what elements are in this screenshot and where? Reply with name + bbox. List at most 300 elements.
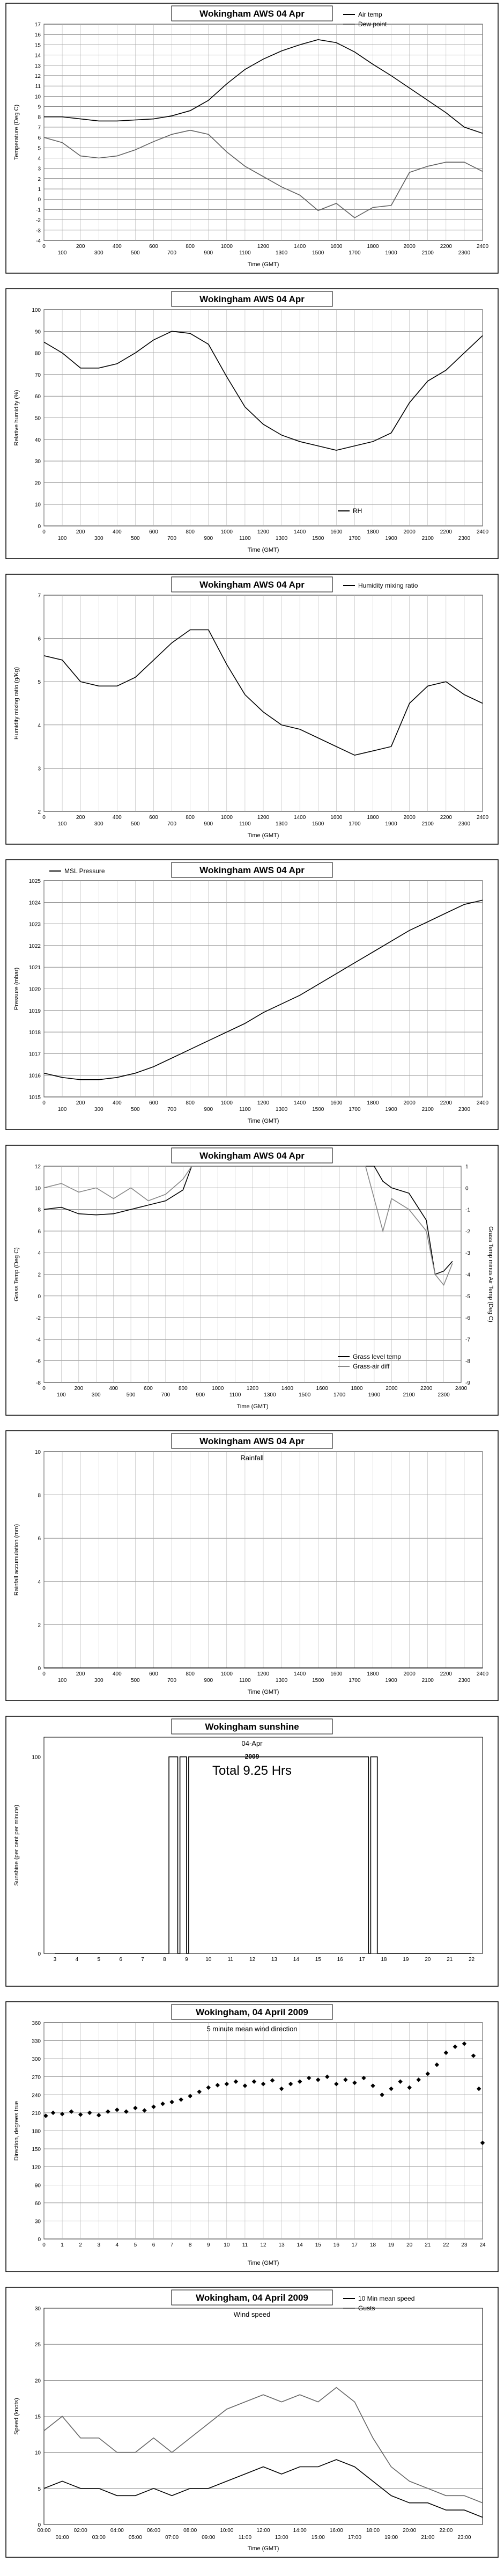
x-axis-label: Time (GMT): [247, 261, 279, 268]
x-tick-label: 600: [149, 244, 158, 250]
y-tick-label: 14: [34, 53, 41, 59]
x-tick-label: 1800: [351, 1386, 363, 1392]
chart-mixing-ratio-svg: [5, 574, 499, 845]
chart-wind-direction: [5, 2001, 499, 2272]
x-tick-label: 1600: [330, 244, 343, 250]
x-tick-label: 1400: [294, 815, 306, 821]
x-tick-label: 600: [149, 815, 158, 821]
x-tick-label: 1200: [257, 529, 270, 535]
x-tick-label: 16: [333, 2242, 339, 2248]
x-tick-label: 1900: [385, 250, 397, 256]
x-tick-label: 9: [206, 2242, 210, 2248]
x-tick-label: 2200: [440, 1671, 452, 1677]
y2-tick-label: 0: [465, 1185, 469, 1192]
y-tick-label: 50: [34, 415, 41, 422]
x-tick-label: 21: [447, 1957, 453, 1963]
chart-title: Wokingham, 04 April 2009: [196, 2293, 308, 2303]
x-tick-label: 1000: [220, 244, 233, 250]
x-tick-label: 15: [315, 2242, 321, 2248]
x-tick-label: 22: [468, 1957, 475, 1963]
x-tick-label: 1400: [294, 1100, 306, 1106]
x-tick-label: 400: [112, 1100, 122, 1106]
x-tick-label: 07:00: [165, 2535, 179, 2541]
y-tick-label: 4: [38, 156, 41, 162]
y-tick-label: 180: [32, 2128, 41, 2135]
x-tick-label: 9: [185, 1957, 188, 1963]
x-tick-label: 17: [351, 2242, 358, 2248]
chart-mixing-ratio: [5, 574, 499, 845]
x-tick-label: 900: [204, 250, 213, 256]
y2-tick-label: -1: [465, 1207, 470, 1213]
y2-tick-label: -7: [465, 1337, 470, 1343]
x-tick-label: 700: [167, 1678, 176, 1684]
x-tick-label: 700: [167, 250, 176, 256]
y-tick-label: 17: [34, 22, 41, 28]
y-tick-label: 30: [34, 2306, 41, 2312]
x-tick-label: 1300: [275, 1107, 288, 1113]
y-axis-label: Grass Temp (Deg C): [13, 1247, 20, 1301]
x-tick-label: 1500: [312, 1678, 324, 1684]
x-tick-label: 0: [42, 815, 46, 821]
y-tick-label: -3: [36, 228, 41, 234]
x-tick-label: 1000: [220, 1100, 233, 1106]
x-tick-label: 1300: [264, 1392, 276, 1398]
y-tick-label: 30: [34, 459, 41, 465]
x-tick-label: 100: [57, 1392, 66, 1398]
y-tick-label: 13: [34, 63, 41, 69]
y-tick-label: -4: [36, 1337, 41, 1343]
x-tick-label: 1000: [220, 529, 233, 535]
y-tick-label: 1: [38, 187, 41, 193]
legend-label: Gusts: [358, 2304, 375, 2312]
x-tick-label: 6: [152, 2242, 155, 2248]
x-tick-label: 600: [149, 1100, 158, 1106]
x-tick-label: 2400: [455, 1386, 468, 1392]
x-tick-label: 10:00: [220, 2528, 234, 2534]
x-tick-label: 1100: [239, 250, 251, 256]
y-tick-label: 2: [38, 1272, 41, 1278]
x-tick-label: 01:00: [55, 2535, 69, 2541]
y-tick-label: 60: [34, 394, 41, 400]
x-tick-label: 1200: [257, 1100, 270, 1106]
x-tick-label: 2200: [440, 529, 452, 535]
x-tick-label: 19: [403, 1957, 409, 1963]
y-tick-label: 30: [34, 2219, 41, 2225]
x-tick-label: 23: [461, 2242, 468, 2248]
x-tick-label: 1000: [220, 1671, 233, 1677]
y-tick-label: 10: [34, 502, 41, 508]
y-tick-label: 3: [38, 766, 41, 772]
x-tick-label: 400: [109, 1386, 118, 1392]
y-tick-label: 1021: [28, 965, 41, 971]
y-axis-label: Speed (knots): [13, 2398, 20, 2435]
chart-rainfall: [5, 1430, 499, 1701]
y-tick-label: 0: [38, 1293, 41, 1300]
x-tick-label: 1600: [330, 529, 343, 535]
x-tick-label: 7: [170, 2242, 174, 2248]
legend-label: Grass-air diff: [353, 1363, 390, 1370]
y-axis-label: Sunshine (per cent per minute): [13, 1804, 20, 1886]
chart-wind-direction-svg: [5, 2001, 499, 2272]
chart-sunshine-svg: [5, 1716, 499, 1987]
legend-label: Air temp: [358, 11, 382, 18]
legend-label: 10 Min mean speed: [358, 2295, 415, 2302]
y-tick-label: 6: [38, 1228, 41, 1235]
x-tick-label: 12: [260, 2242, 266, 2248]
x-tick-label: 300: [94, 1678, 103, 1684]
chart-wind-speed: [5, 2287, 499, 2558]
x-tick-label: 2400: [476, 815, 489, 821]
x-tick-label: 09:00: [202, 2535, 216, 2541]
x-tick-label: 5: [134, 2242, 137, 2248]
x-tick-label: 1100: [239, 536, 251, 541]
y-tick-label: -1: [36, 207, 41, 214]
x-tick-label: 200: [76, 1671, 85, 1677]
x-tick-label: 16:00: [329, 2528, 343, 2534]
x-tick-label: 2300: [458, 821, 471, 827]
x-tick-label: 2200: [420, 1386, 433, 1392]
y-tick-label: 7: [38, 593, 41, 599]
x-tick-label: 04:00: [110, 2528, 124, 2534]
chart-subtitle: Rainfall: [240, 1454, 264, 1462]
x-tick-label: 2100: [421, 1678, 434, 1684]
y-tick-label: 1024: [28, 900, 41, 906]
y-tick-label: 0: [38, 2522, 41, 2528]
x-tick-label: 2100: [403, 1392, 415, 1398]
chart-rainfall-svg: [5, 1430, 499, 1701]
x-tick-label: 18: [369, 2242, 376, 2248]
x-tick-label: 1300: [275, 821, 288, 827]
x-tick-label: 20: [406, 2242, 413, 2248]
y-tick-label: 10: [34, 1185, 41, 1192]
x-tick-label: 1800: [367, 529, 379, 535]
x-tick-label: 100: [57, 536, 67, 541]
x-tick-label: 14: [293, 1957, 299, 1963]
y-tick-label: 0: [38, 2237, 41, 2243]
x-tick-label: 1300: [275, 1678, 288, 1684]
x-tick-label: 700: [167, 821, 176, 827]
x-tick-label: 600: [149, 529, 158, 535]
legend-label: Dew point: [358, 20, 387, 28]
legend-label: Humidity mixing ratio: [358, 582, 418, 589]
x-tick-label: 900: [204, 821, 213, 827]
y2-tick-label: 1: [465, 1164, 469, 1170]
y-tick-label: 100: [32, 1754, 41, 1761]
y-tick-label: 100: [32, 308, 41, 313]
x-tick-label: 800: [178, 1386, 188, 1392]
y-tick-label: 90: [34, 329, 41, 335]
y-tick-label: 0: [38, 1666, 41, 1672]
y-tick-label: 8: [38, 114, 41, 121]
y2-tick-label: -3: [465, 1250, 470, 1257]
x-tick-label: 100: [57, 821, 67, 827]
x-tick-label: 100: [57, 1678, 67, 1684]
x-tick-label: 1200: [257, 815, 270, 821]
x-tick-label: 300: [94, 250, 103, 256]
x-tick-label: 2000: [403, 815, 416, 821]
x-tick-label: 300: [94, 821, 103, 827]
chart-wind-speed-svg: [5, 2287, 499, 2558]
x-tick-label: 15:00: [311, 2535, 325, 2541]
y-tick-label: 2: [38, 809, 41, 815]
x-tick-label: 600: [144, 1386, 153, 1392]
y-tick-label: 5: [38, 2486, 41, 2492]
x-tick-label: 6: [119, 1957, 122, 1963]
x-tick-label: 13: [278, 2242, 285, 2248]
x-tick-label: 1300: [275, 536, 288, 541]
y-tick-label: -2: [36, 217, 41, 224]
x-tick-label: 06:00: [146, 2528, 161, 2534]
x-tick-label: 2000: [403, 244, 416, 250]
y-axis-label: Pressure (mbar): [13, 967, 20, 1011]
y-tick-label: -4: [36, 238, 41, 244]
x-tick-label: 00:00: [37, 2528, 51, 2534]
x-tick-label: 1900: [385, 536, 397, 541]
y-tick-label: 0: [38, 1951, 41, 1957]
x-tick-label: 700: [167, 536, 176, 541]
x-tick-label: 1500: [299, 1392, 311, 1398]
y-tick-label: 1022: [28, 943, 41, 949]
x-axis-label: Time (GMT): [236, 1403, 269, 1410]
x-tick-label: 16: [337, 1957, 343, 1963]
x-tick-label: 200: [76, 815, 85, 821]
x-tick-label: 11: [227, 1957, 233, 1963]
chart-relative-humidity: [5, 288, 499, 559]
x-tick-label: 2400: [476, 1671, 489, 1677]
x-tick-label: 2200: [440, 244, 452, 250]
x-tick-label: 900: [204, 536, 213, 541]
x-tick-label: 1900: [385, 1678, 397, 1684]
chart-year: 2009: [244, 1753, 260, 1760]
y-tick-label: 40: [34, 437, 41, 443]
x-tick-label: 23:00: [457, 2535, 471, 2541]
x-tick-label: 11: [242, 2242, 248, 2248]
x-tick-label: 1600: [330, 1671, 343, 1677]
x-tick-label: 1400: [294, 529, 306, 535]
y-tick-label: 10: [34, 94, 41, 100]
x-tick-label: 1900: [368, 1392, 381, 1398]
y-tick-label: 2: [38, 176, 41, 182]
x-tick-label: 1500: [312, 1107, 324, 1113]
x-axis-label: Time (GMT): [247, 2545, 279, 2552]
x-tick-label: 500: [131, 250, 140, 256]
x-tick-label: 1: [61, 2242, 64, 2248]
chart-title: Wokingham AWS 04 Apr: [199, 580, 305, 590]
x-tick-label: 19:00: [384, 2535, 398, 2541]
x-tick-label: 11:00: [238, 2535, 252, 2541]
x-tick-label: 03:00: [92, 2535, 106, 2541]
y-tick-label: 16: [34, 32, 41, 39]
x-tick-label: 7: [141, 1957, 144, 1963]
y-tick-label: 6: [38, 1536, 41, 1542]
x-tick-label: 1700: [349, 536, 361, 541]
chart-title: Wokingham sunshine: [205, 1722, 299, 1732]
y-tick-label: 10: [34, 1450, 41, 1455]
x-tick-label: 10: [224, 2242, 230, 2248]
x-tick-label: 22: [443, 2242, 449, 2248]
x-tick-label: 1400: [294, 244, 306, 250]
y2-tick-label: -5: [465, 1293, 470, 1300]
x-tick-label: 600: [149, 1671, 158, 1677]
x-tick-label: 1700: [349, 1678, 361, 1684]
y-tick-label: 11: [35, 84, 41, 90]
y-tick-label: 300: [32, 2057, 41, 2063]
y-tick-label: 0: [38, 524, 41, 530]
y-tick-label: 12: [34, 73, 41, 79]
y-tick-label: -6: [36, 1358, 41, 1365]
x-tick-label: 2100: [421, 250, 434, 256]
y-tick-label: 240: [32, 2092, 41, 2099]
y2-tick-label: -2: [465, 1228, 470, 1235]
x-tick-label: 2100: [421, 1107, 434, 1113]
x-tick-label: 1000: [220, 815, 233, 821]
y-tick-label: 150: [32, 2147, 41, 2153]
chart-subtitle: 5 minute mean wind direction: [206, 2025, 298, 2033]
y-tick-label: 9: [38, 104, 41, 111]
y-tick-label: 90: [34, 2183, 41, 2189]
x-tick-label: 21: [425, 2242, 431, 2248]
y-tick-label: 60: [34, 2200, 41, 2207]
x-tick-label: 1100: [239, 1107, 251, 1113]
x-tick-label: 1500: [312, 250, 324, 256]
x-tick-label: 100: [57, 1107, 67, 1113]
chart-temperature: [5, 3, 499, 274]
y-tick-label: 1020: [28, 986, 41, 993]
x-tick-label: 19: [388, 2242, 395, 2248]
chart-sunshine: [5, 1716, 499, 1987]
y-tick-label: 4: [38, 1250, 41, 1257]
x-axis-label: Time (GMT): [247, 1118, 279, 1124]
x-tick-label: 800: [186, 815, 195, 821]
y2-tick-label: -8: [465, 1358, 470, 1365]
x-tick-label: 700: [161, 1392, 171, 1398]
x-tick-label: 12:00: [256, 2528, 270, 2534]
chart-grass-temp: [5, 1145, 499, 1416]
x-tick-label: 1200: [257, 244, 270, 250]
y-tick-label: 330: [32, 2038, 41, 2045]
legend-label: Grass level temp: [353, 1353, 402, 1360]
y-tick-label: 80: [34, 350, 41, 357]
x-tick-label: 400: [112, 1671, 122, 1677]
x-tick-label: 20: [425, 1957, 431, 1963]
x-tick-label: 1200: [246, 1386, 259, 1392]
x-tick-label: 13:00: [275, 2535, 288, 2541]
x-tick-label: 700: [167, 1107, 176, 1113]
x-tick-label: 400: [112, 529, 122, 535]
y-tick-label: 1018: [28, 1030, 41, 1036]
chart-title: Wokingham, 04 April 2009: [196, 2007, 308, 2017]
y-tick-label: 1025: [28, 879, 41, 884]
chart-relative-humidity-svg: [5, 288, 499, 559]
x-tick-label: 800: [186, 1100, 195, 1106]
x-tick-label: 1700: [349, 1107, 361, 1113]
x-axis-label: Time (GMT): [247, 1689, 279, 1695]
chart-pressure: [5, 859, 499, 1130]
x-tick-label: 2400: [476, 244, 489, 250]
y-tick-label: 6: [38, 135, 41, 142]
x-tick-label: 1400: [294, 1671, 306, 1677]
x-tick-label: 08:00: [183, 2528, 197, 2534]
x-tick-label: 900: [204, 1678, 213, 1684]
y-axis-label: Temperature (Deg C): [13, 104, 20, 160]
y-tick-label: 10: [34, 2450, 41, 2456]
y-tick-label: 70: [34, 372, 41, 378]
chart-title: Wokingham AWS 04 Apr: [199, 865, 305, 875]
x-tick-label: 0: [42, 2242, 46, 2248]
y-tick-label: 20: [34, 480, 41, 487]
y2-tick-label: -9: [465, 1380, 470, 1386]
y-tick-label: 5: [38, 145, 41, 152]
y-axis-label: Relative humidity (%): [13, 390, 20, 446]
y-tick-label: 0: [38, 197, 41, 203]
x-tick-label: 300: [94, 1107, 103, 1113]
x-tick-label: 0: [42, 244, 46, 250]
x-tick-label: 1600: [316, 1386, 328, 1392]
x-tick-label: 900: [204, 1107, 213, 1113]
y2-tick-label: -4: [465, 1272, 470, 1278]
x-tick-label: 2300: [458, 1678, 471, 1684]
y-tick-label: 6: [38, 636, 41, 642]
x-tick-label: 1700: [333, 1392, 346, 1398]
x-tick-label: 2300: [458, 250, 471, 256]
x-tick-label: 500: [131, 821, 140, 827]
x-tick-label: 300: [94, 536, 103, 541]
x-tick-label: 1100: [239, 821, 251, 827]
x-tick-label: 05:00: [128, 2535, 142, 2541]
x-tick-label: 21:00: [421, 2535, 435, 2541]
y2-tick-label: -6: [465, 1315, 470, 1322]
x-tick-label: 2400: [476, 529, 489, 535]
legend-label: RH: [353, 507, 362, 515]
chart-total: Total 9.25 Hrs: [212, 1763, 292, 1778]
y-tick-label: -2: [36, 1315, 41, 1322]
y-tick-label: 12: [34, 1164, 41, 1170]
x-tick-label: 20:00: [403, 2528, 417, 2534]
x-tick-label: 1600: [330, 1100, 343, 1106]
legend-label: MSL Pressure: [64, 867, 105, 875]
x-tick-label: 200: [76, 244, 85, 250]
x-tick-label: 1800: [367, 244, 379, 250]
y-tick-label: 15: [34, 2414, 41, 2420]
x-tick-label: 1400: [281, 1386, 293, 1392]
y-tick-label: 1016: [28, 1073, 41, 1079]
x-tick-label: 13: [271, 1957, 278, 1963]
x-tick-label: 3: [97, 2242, 101, 2248]
y-tick-label: 1019: [28, 1008, 41, 1014]
chart-subtitle: 04-Apr: [241, 1739, 263, 1747]
x-tick-label: 2: [79, 2242, 82, 2248]
x-tick-label: 0: [42, 1100, 46, 1106]
x-axis-label: Time (GMT): [247, 547, 279, 553]
y-tick-label: 20: [34, 2378, 41, 2384]
x-tick-label: 18:00: [366, 2528, 380, 2534]
x-tick-label: 17:00: [347, 2535, 361, 2541]
x-tick-label: 500: [131, 1678, 140, 1684]
chart-grass-temp-svg: [5, 1145, 499, 1416]
x-tick-label: 2000: [403, 529, 416, 535]
x-tick-label: 1800: [367, 1100, 379, 1106]
y-axis-label: Rainfall accumulation (mm): [13, 1524, 20, 1596]
x-tick-label: 200: [76, 529, 85, 535]
x-tick-label: 17: [359, 1957, 365, 1963]
x-tick-label: 15: [315, 1957, 321, 1963]
y-tick-label: 120: [32, 2164, 41, 2171]
x-tick-label: 2300: [458, 1107, 471, 1113]
x-tick-label: 3: [53, 1957, 57, 1963]
x-tick-label: 8: [163, 1957, 166, 1963]
x-tick-label: 200: [76, 1100, 85, 1106]
y-tick-label: 1023: [28, 921, 41, 928]
